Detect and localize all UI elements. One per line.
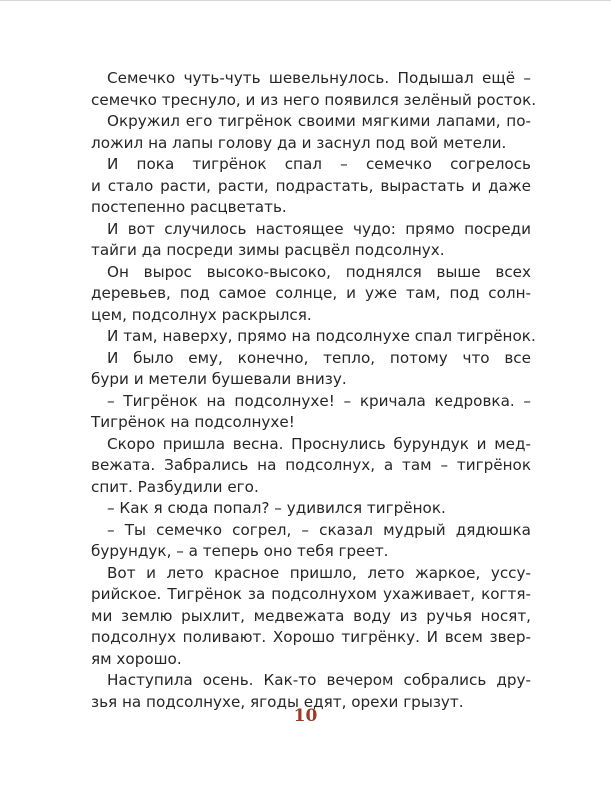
text-line: – Ты семечко согрел, – сказал мудрый дядюшка (107, 520, 531, 539)
paragraph (91, 154, 531, 219)
text-line: спит. Разбудили его. (91, 477, 259, 496)
page-number: 10 (293, 706, 318, 726)
text-line: И там, наверху, прямо на подсолнухе спал тигрёнок. (107, 327, 536, 345)
paragraph (91, 111, 531, 154)
paragraph (91, 391, 531, 434)
text-line: – Тигрёнок на подсолнухе! – кричала кедровка. – (107, 391, 531, 410)
text-line: ложил на лапы голову да и заснул под вой метели. (91, 133, 507, 152)
paragraph (91, 434, 531, 499)
text-line: Окружил его тигрёнок своими мягкими лапами, по- (107, 112, 531, 130)
paragraph (91, 68, 537, 111)
paragraph (91, 219, 531, 262)
text-line: подсолнух поливают. Хорошо тигрёнку. И всем звер- (91, 628, 531, 646)
text-line: зья на подсолнухе, ягоды едят, орехи грызут. (91, 692, 464, 711)
paragraph (91, 348, 531, 391)
text-line: семечко треснуло, и из него появился зелёный росток. (91, 90, 537, 109)
paragraph (91, 498, 531, 520)
text-line: вежата. Забрались на подсолнух, а там – тигрёнок (91, 456, 531, 474)
text-line: Семечко чуть-чуть шевельнулось. Подышал ещё – (107, 69, 531, 87)
text-line: цем, подсолнух раскрылся. (91, 305, 312, 324)
text-line: И пока тигрёнок спал – семечко согрелось (107, 155, 531, 173)
text-line: И вот случилось настоящее чудо: прямо посреди (107, 219, 531, 238)
text-line: И было ему, конечно, тепло, потому что все (107, 348, 531, 367)
text-line: Скоро пришла весна. Проснулись бурундук и мед- (107, 434, 531, 453)
text-line: – Как я сюда попал? – удивился тигрёнок. (107, 499, 446, 517)
paragraph (91, 563, 531, 671)
text-line: Вот и лето красное пришло, лето жаркое, уссу- (107, 563, 531, 582)
text-line: Он вырос высоко-высоко, поднялся выше всех (107, 262, 531, 281)
paragraph (91, 326, 536, 348)
text-line: ям хорошо. (91, 649, 182, 668)
text-line: ми землю рыхлит, медвежата воду из ручья носят, (91, 606, 531, 625)
text-line: тайги да посреди зимы расцвёл подсолнух. (91, 241, 445, 259)
text-line: деревьев, под самое солнце, и уже там, под солн- (91, 284, 531, 302)
text-line: Тигрёнок на подсолнухе! (91, 413, 295, 431)
text-line: бурундук, – а теперь оно тебя греет. (91, 542, 389, 560)
story-text (91, 68, 537, 713)
text-line: постепенно расцветать. (91, 198, 287, 216)
paragraph (91, 262, 531, 327)
paragraph (91, 520, 531, 563)
text-line: Наступила осень. Как-то вечером собрались дру- (107, 671, 531, 689)
text-line: и стало расти, расти, подрастать, вырастать и даже (91, 176, 531, 195)
text-line: бури и метели бушевали внизу. (91, 370, 347, 388)
text-line: рийское. Тигрёнок за подсолнухом ухаживает, когтя- (91, 585, 531, 603)
